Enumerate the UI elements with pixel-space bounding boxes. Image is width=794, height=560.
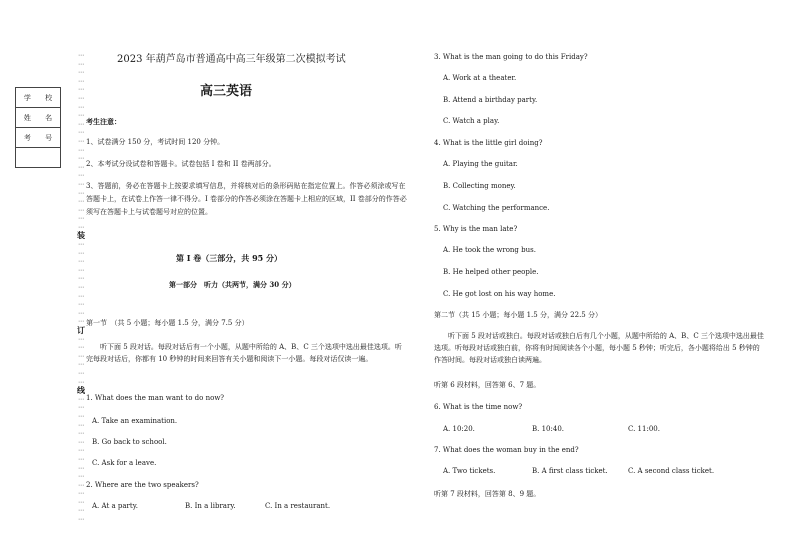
binding-dots: ⋯ [78, 292, 84, 300]
binding-dots: ⋯ [78, 284, 84, 292]
q2-option-b[interactable]: B. In a library. [185, 502, 236, 510]
binding-dots: ⋯ [78, 378, 84, 386]
binding-dots: ⋯ [78, 361, 84, 369]
binding-dots: ⋯ [78, 318, 84, 326]
binding-dots: ⋯ [78, 180, 84, 188]
binding-dots: ⋯ [78, 94, 84, 102]
question-1: 1. What does the man want to do now? [86, 394, 225, 402]
note-item-3: 3、答题前，务必在答题卡上按要求填写信息，并将核对后的条形码贴在指定位置上。作答必须涂或写在答题卡上，在试卷上作答一律不得分。I 卷部分的作答必须涂在答题卡上相应的区域，II 卷部分的作答必须写在答题卡上与试卷题号对应的位置。 [86, 182, 407, 216]
school-field[interactable]: 学 校 [16, 88, 61, 108]
binding-dots: ⋯ [78, 395, 84, 403]
section2-title: 第二节（共 15 小题；每小题 1.5 分，满分 22.5 分） [434, 311, 602, 319]
q6-option-b[interactable]: B. 10:40. [532, 425, 564, 433]
question-3: 3. What is the man going to do this Friday? [434, 53, 588, 61]
binding-dots: ⋯ [78, 352, 84, 360]
binding-line [76, 52, 86, 525]
binding-dots: ⋯ [78, 198, 84, 206]
binding-dots: ⋯ [78, 206, 84, 214]
q5-option-a[interactable]: A. He took the wrong bus. [443, 246, 536, 254]
binding-dots: ⋯ [78, 60, 84, 68]
binding-dots: ⋯ [78, 455, 84, 463]
binding-dots: ⋯ [78, 137, 84, 145]
binding-dots: ⋯ [78, 490, 84, 498]
q7-option-a[interactable]: A. Two tickets. [443, 467, 496, 475]
q5-option-b[interactable]: B. He helped other people. [443, 268, 539, 276]
part1-subtitle: 第一部分 听力（共两节，满分 30 分） [169, 280, 296, 289]
q6-option-c[interactable]: C. 11:00. [628, 425, 660, 433]
binding-dots: ⋯ [78, 507, 84, 515]
binding-dots: ⋯ [78, 120, 84, 128]
exam-number-field[interactable]: 考 号 [16, 128, 61, 148]
binding-mark: 装 [77, 231, 85, 241]
name-field[interactable]: 姓 名 [16, 108, 61, 128]
question-6: 6. What is the time now? [434, 403, 523, 411]
binding-dots: ⋯ [78, 344, 84, 352]
note-item-1: 1、试卷满分 150 分，考试时间 120 分钟。 [86, 138, 225, 146]
binding-dots: ⋯ [78, 421, 84, 429]
binding-dots: ⋯ [78, 464, 84, 472]
q1-option-a[interactable]: A. Take an examination. [92, 417, 178, 425]
q7-option-c[interactable]: C. A second class ticket. [628, 467, 715, 475]
binding-dots: ⋯ [78, 146, 84, 154]
binding-dots: ⋯ [78, 275, 84, 283]
q4-option-b[interactable]: B. Collecting money. [443, 182, 516, 190]
binding-dots: ⋯ [78, 189, 84, 197]
note-item-2: 2、本考试分设试卷和答题卡。试卷包括 I 卷和 II 卷两部分。 [86, 160, 276, 168]
q2-option-c[interactable]: C. In a restaurant. [265, 502, 331, 510]
question-7: 7. What does the woman buy in the end? [434, 446, 579, 454]
binding-mark: 订 [77, 326, 85, 335]
binding-dots: ⋯ [78, 172, 84, 180]
binding-dots: ⋯ [78, 249, 84, 257]
binding-dots: ⋯ [78, 77, 84, 85]
binding-dots: ⋯ [78, 473, 84, 481]
q3-option-b[interactable]: B. Attend a birthday party. [443, 96, 538, 104]
notes-heading: 考生注意： [86, 117, 121, 126]
binding-dots: ⋯ [78, 86, 84, 94]
binding-dots: ⋯ [78, 103, 84, 111]
exam-title: 2023 年葫芦岛市普通高中高三年级第二次模拟考试 [117, 54, 346, 65]
binding-dots: ⋯ [78, 481, 84, 489]
q6-option-a[interactable]: A. 10:20. [443, 425, 475, 433]
q5-option-c[interactable]: C. He got lost on his way home. [443, 290, 556, 298]
binding-dots: ⋯ [78, 266, 84, 274]
question-5: 5. Why is the man late? [434, 225, 518, 233]
binding-dots: ⋯ [78, 335, 84, 343]
binding-dots: ⋯ [78, 112, 84, 120]
binding-dots: ⋯ [78, 163, 84, 171]
binding-dots: ⋯ [78, 516, 84, 524]
q3-option-c[interactable]: C. Watch a play. [443, 117, 500, 125]
subject-title: 高三英语 [200, 84, 253, 99]
binding-dots: ⋯ [78, 215, 84, 223]
section1-title: 第一节 （共 5 小题；每小题 1.5 分，满分 7.5 分） [86, 319, 249, 327]
q7-option-b[interactable]: B. A first class ticket. [532, 467, 608, 475]
binding-dots: ⋯ [78, 129, 84, 137]
binding-dots: ⋯ [78, 447, 84, 455]
question-4: 4. What is the little girl doing? [434, 139, 543, 147]
q2-option-a[interactable]: A. At a party. [92, 502, 138, 510]
binding-dots: ⋯ [78, 412, 84, 420]
student-info-table [15, 87, 61, 168]
q1-option-c[interactable]: C. Ask for a leave. [92, 459, 157, 467]
binding-dots: ⋯ [78, 223, 84, 231]
section1-intro: 听下面 5 段对话。每段对话后有一个小题，从题中所给的 A、B、C 三个选项中选出最佳选项。听完每段对话后，你都有 10 秒钟的时间来回答有关小题和阅读下一小题。每段对话仅读一遍。 [86, 343, 402, 363]
material-7-heading: 听第 7 段材料，回答第 8、9 题。 [434, 490, 541, 498]
q4-option-c[interactable]: C. Watching the performance. [443, 204, 550, 212]
section2-intro: 听下面 5 段对话或独白。每段对话或独白后有几个小题，从题中所给的 A、B、C 三个选项中选出最佳选项。听每段对话或独白前，你将有时间阅读各个小题，每小题 5 秒钟；听完后，各小题将给出 5 秒钟的作答时间。每段对话或独白读两遍。 [434, 332, 764, 364]
binding-mark: 线 [77, 386, 85, 396]
material-6-heading: 听第 6 段材料，回答第 6、7 题。 [434, 381, 541, 389]
binding-dots: ⋯ [78, 498, 84, 506]
q1-option-b[interactable]: B. Go back to school. [92, 438, 167, 446]
q3-option-a[interactable]: A. Work at a theater. [443, 74, 517, 82]
binding-dots: ⋯ [78, 155, 84, 163]
binding-dots: ⋯ [78, 241, 84, 249]
q4-option-a[interactable]: A. Playing the guitar. [443, 160, 518, 168]
binding-dots: ⋯ [78, 52, 84, 59]
binding-dots: ⋯ [78, 69, 84, 77]
blank-field[interactable] [16, 148, 61, 168]
binding-dots: ⋯ [78, 369, 84, 377]
question-2: 2. Where are the two speakers? [86, 481, 199, 489]
part1-title: 第 I 卷（三部分，共 95 分） [176, 253, 283, 263]
binding-dots: ⋯ [78, 438, 84, 446]
binding-dots: ⋯ [78, 430, 84, 438]
binding-dots: ⋯ [78, 404, 84, 412]
binding-dots: ⋯ [78, 309, 84, 317]
binding-dots: ⋯ [78, 258, 84, 266]
binding-dots: ⋯ [78, 301, 84, 309]
